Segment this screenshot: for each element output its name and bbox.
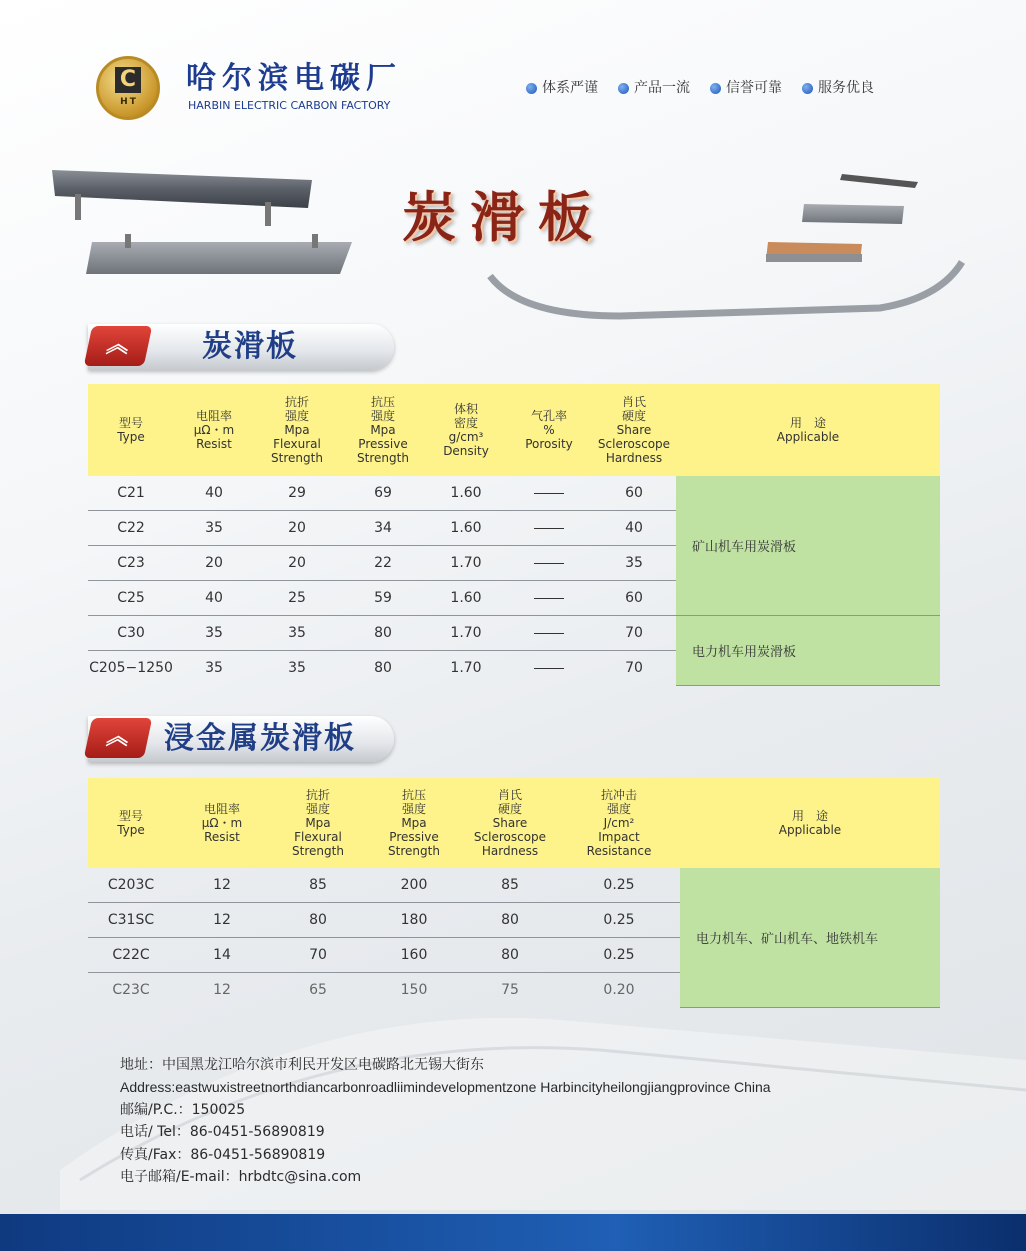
section-banner — [88, 324, 394, 370]
footer-bar — [0, 1214, 1026, 1251]
application-cell: 矿山机车用炭滑板 — [676, 476, 940, 616]
table-header-row — [88, 778, 940, 868]
dash-icon — [534, 668, 564, 669]
col-header-resist: 电阻率 μΩ・m Resist — [174, 778, 270, 868]
slogan-bullet-icon — [802, 83, 813, 94]
address-en: Address:eastwuxistreetnorthdiancarbonroadliimindevelopmentzone Harbincityheilongjiangprovince China — [120, 1079, 771, 1096]
col-header-type: 型号 Type — [88, 778, 174, 868]
dash-icon — [534, 493, 564, 494]
dash-icon — [534, 528, 564, 529]
table-row: C30 35 35 80 1.70 70 电力机车用炭滑板 — [88, 616, 940, 651]
chevron-up-icon: ︽ — [84, 326, 153, 366]
slogan-item: 体系严谨 — [526, 79, 598, 97]
table-row: C203C 12 85 200 85 0.25 电力机车、矿山机车、地铁机车 — [88, 868, 940, 903]
col-header-pressive: 抗压 强度 Mpa Pressive Strength — [340, 384, 426, 476]
metal-carbon-strip-table — [88, 778, 940, 1008]
slogan-bullet-icon — [710, 83, 721, 94]
slogan-bullet-icon — [618, 83, 629, 94]
col-header-porosity: 气孔率 % Porosity — [506, 384, 592, 476]
slogan-bullet-icon — [526, 83, 537, 94]
col-header-flexural: 抗折 强度 Mpa Flexural Strength — [254, 384, 340, 476]
table-row: C205−1250 35 35 80 1.70 70 — [89, 660, 643, 676]
slogan-item: 产品一流 — [618, 79, 690, 97]
fax: 传真/Fax：86-0451-56890819 — [120, 1146, 326, 1163]
carbon-strip-table — [88, 384, 940, 686]
email: 电子邮箱/E-mail：hrbdtc@sina.com — [120, 1169, 362, 1186]
slogan-item: 信誉可靠 — [710, 79, 782, 97]
table-row: C22C 14 70 160 80 0.25 — [88, 938, 940, 973]
section-title: 浸金属炭滑板 — [164, 721, 356, 756]
product-title: 炭滑板 — [402, 186, 606, 249]
col-header-impact: 抗冲击 强度 J/cm² Impact Resistance — [558, 778, 680, 868]
postcode: 邮编/P.C.：150025 — [120, 1101, 246, 1118]
table-row: C21 40 29 69 1.60 60 矿山机车用炭滑板 — [88, 476, 940, 511]
table-row: C25 40 25 59 1.60 60 — [88, 581, 940, 616]
dash-icon — [534, 598, 564, 599]
company-name-en: HARBIN ELECTRIC CARBON FACTORY — [188, 99, 391, 112]
address-cn: 地址：中国黑龙江哈尔滨市利民开发区电碳路北无锡大街东 — [120, 1057, 484, 1073]
table-row: C31SC 12 80 180 80 0.25 — [88, 903, 940, 938]
col-header-flexural: 抗折 强度 Mpa Flexural Strength — [270, 778, 366, 868]
chevron-up-icon: ︽ — [84, 718, 153, 758]
table-row: C23C 12 65 150 75 0.20 — [112, 982, 635, 998]
carbon-strip-image — [52, 170, 352, 274]
col-header-resist: 电阻率 μΩ・m Resist — [174, 384, 254, 476]
slogan-item: 服务优良 — [802, 79, 874, 97]
logo-letter: C — [115, 67, 141, 93]
application-cell: 电力机车用炭滑板 — [676, 616, 940, 686]
contact-info — [120, 1054, 771, 1188]
col-header-applicable: 用 途 Applicable — [676, 384, 940, 476]
logo-sub: HT — [120, 97, 138, 107]
dash-icon — [534, 563, 564, 564]
slogan-list — [526, 79, 874, 97]
telephone: 电话/ Tel：86-0451-56890819 — [120, 1124, 325, 1141]
col-header-hardness: 肖氏 硬度 Share Scleroscope Hardness — [592, 384, 676, 476]
table-row: C22 35 20 34 1.60 40 — [88, 511, 940, 546]
col-header-hardness: 肖氏 硬度 Share Scleroscope Hardness — [462, 778, 558, 868]
dash-icon — [534, 633, 564, 634]
application-cell: 电力机车、矿山机车、地铁机车 — [680, 868, 940, 1007]
section-title: 炭滑板 — [202, 329, 298, 364]
table-header-row — [88, 384, 940, 476]
col-header-pressive: 抗压 强度 Mpa Pressive Strength — [366, 778, 462, 868]
table-row: C23 20 20 22 1.70 35 — [88, 546, 940, 581]
company-name-cn: 哈尔滨电碳厂 — [186, 61, 402, 96]
col-header-type: 型号 Type — [88, 384, 174, 476]
col-header-density: 体积 密度 g/cm³ Density — [426, 384, 506, 476]
section-banner — [88, 716, 394, 762]
company-logo — [96, 56, 160, 120]
col-header-applicable: 用 途 Applicable — [680, 778, 940, 868]
